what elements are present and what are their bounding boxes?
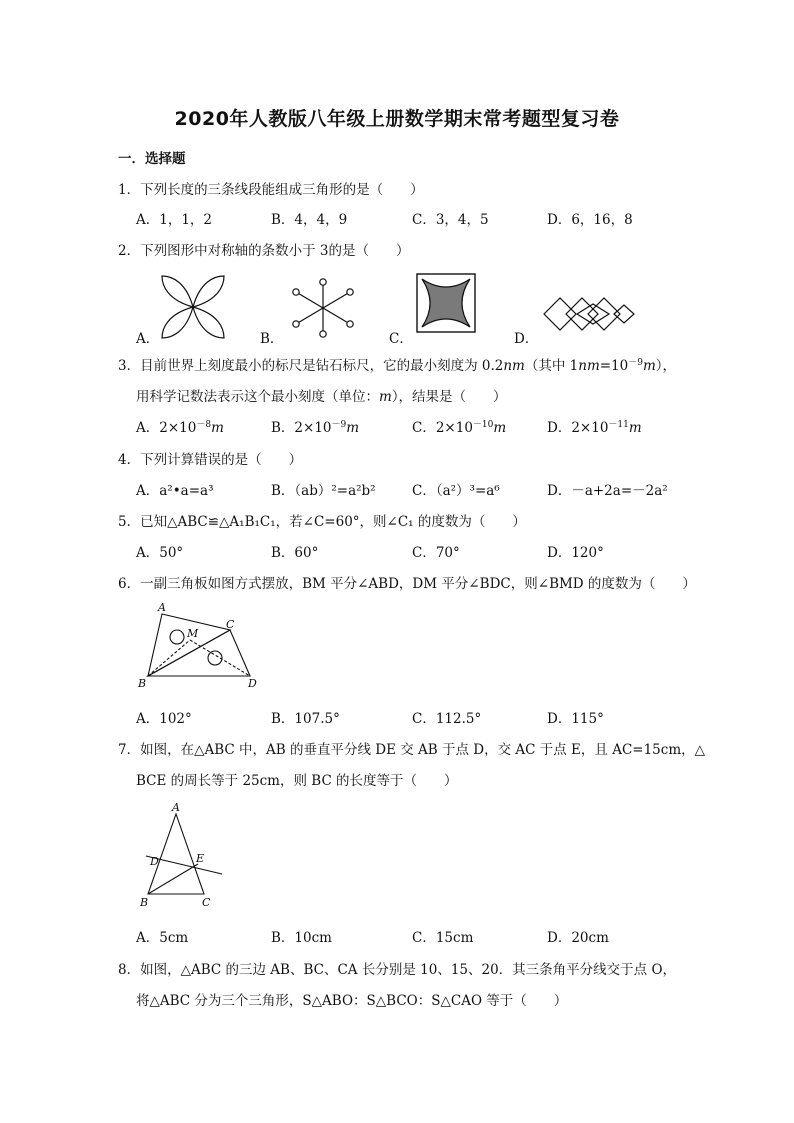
q7-option-b[interactable]: B．10cm [271,930,332,946]
q7-option-a[interactable]: A．5cm [136,930,189,946]
q7-triangle-figure [136,800,228,912]
q4-option-d[interactable]: D．－a+2a=－2a² [547,483,668,499]
q5-option-d[interactable]: D．120° [547,545,604,561]
q6-stem: 6．一副三角板如图方式摆放，BM 平分∠ABD，DM 平分∠BDC，则∠BMD 的度数为（ ） [118,576,696,592]
q5-option-b[interactable]: B．60° [271,545,319,561]
q1-option-d[interactable]: D．6，16，8 [547,212,633,228]
q4-stem: 4．下列计算错误的是（ ） [118,452,303,468]
q6-point-c: C [226,618,235,631]
q3-option-b[interactable]: B．$2\times 10^{-9}m$ [271,420,360,436]
four-petal-figure [158,272,228,342]
q2-option-d[interactable]: D． [514,331,539,347]
q5-option-a[interactable]: A．50° [136,545,184,561]
q2-stem: 2．下列图形中对称轴的条数小于 3的是（ ） [118,243,410,259]
q8-stem-line1: 8．如图，△ABC 的三边 AB、BC、CA 长分别是 10、15、20．其三条角平分线交于点 O， [118,962,677,978]
q7-option-d[interactable]: D．20cm [547,930,609,946]
q1-option-a[interactable]: A．1，1，2 [136,212,213,228]
square-star-figure [416,273,476,333]
q6-point-m: M [187,627,199,640]
q6-option-b[interactable]: B．107.5° [271,711,340,727]
q3-option-a[interactable]: A．$2\times 10^{-8}m$ [136,420,224,436]
q6-triangle-figure [136,600,268,694]
six-spoke-figure [290,280,356,336]
q7-point-d: D [150,855,159,868]
q6-option-d[interactable]: D．115° [547,711,604,727]
q5-stem: 5．已知△ABC≌△A₁B₁C₁，若∠C=60°，则∠C₁ 的度数为（ ） [118,514,526,530]
q1-option-b[interactable]: B．4，4，9 [271,212,348,228]
q6-point-d: D [248,677,257,690]
q5-option-c[interactable]: C．70° [412,545,460,561]
q1-stem: 1．下列长度的三条线段能组成三角形的是（ ） [118,182,424,198]
q3-stem-line2: 用科学记数法表示这个最小刻度（单位：m），结果是（ ） [136,389,507,405]
q7-point-a: A [172,801,180,814]
q7-stem-line2: BCE 的周长等于 25cm，则 BC 的长度等于（ ） [136,773,458,789]
page-title: 2020年人教版八年级上册数学期末常考题型复习卷 [174,108,620,130]
q7-stem-line1: 7．如图，在△ABC 中，AB 的垂直平分线 DE 交 AB 于点 D，交 AC 于点 E，且 AC=15cm，△ [118,742,706,758]
section-heading: 一．选择题 [118,151,186,167]
q3-stem-line1: 3．目前世界上刻度最小的标尺是钻石标尺，它的最小刻度为 0.2nm（其中 $1nm=10^{-9}m$）， [118,358,677,374]
q3-option-c[interactable]: C．$2\times 10^{-10}m$ [412,420,507,436]
q7-point-b: B [140,896,149,909]
q8-stem-line2: 将△ABC 分为三个三角形，S△ABO：S△BCO：S△CAO 等于（ ） [136,993,568,1009]
q7-point-c: C [202,896,211,909]
q2-option-c[interactable]: C． [389,331,413,347]
q6-point-b: B [138,677,147,690]
q4-option-a[interactable]: A．a²•a=a³ [136,483,214,499]
q1-option-c[interactable]: C．3，4，5 [412,212,489,228]
q2-option-b[interactable]: B． [260,331,284,347]
q6-option-c[interactable]: C．112.5° [412,711,482,727]
q7-point-e: E [196,852,205,865]
q7-option-c[interactable]: C．15cm [412,930,474,946]
q2-option-a[interactable]: A． [136,331,160,347]
q3-option-d[interactable]: D．$2\times 10^{-11}m$ [547,420,642,436]
knot-pattern-figure [540,293,640,335]
q4-option-c[interactable]: C．（a²）³=a⁶ [412,483,500,499]
q6-option-a[interactable]: A．102° [136,711,192,727]
q6-point-a: A [158,601,166,614]
q4-option-b[interactable]: B．（ab）²=a²b² [271,483,376,499]
